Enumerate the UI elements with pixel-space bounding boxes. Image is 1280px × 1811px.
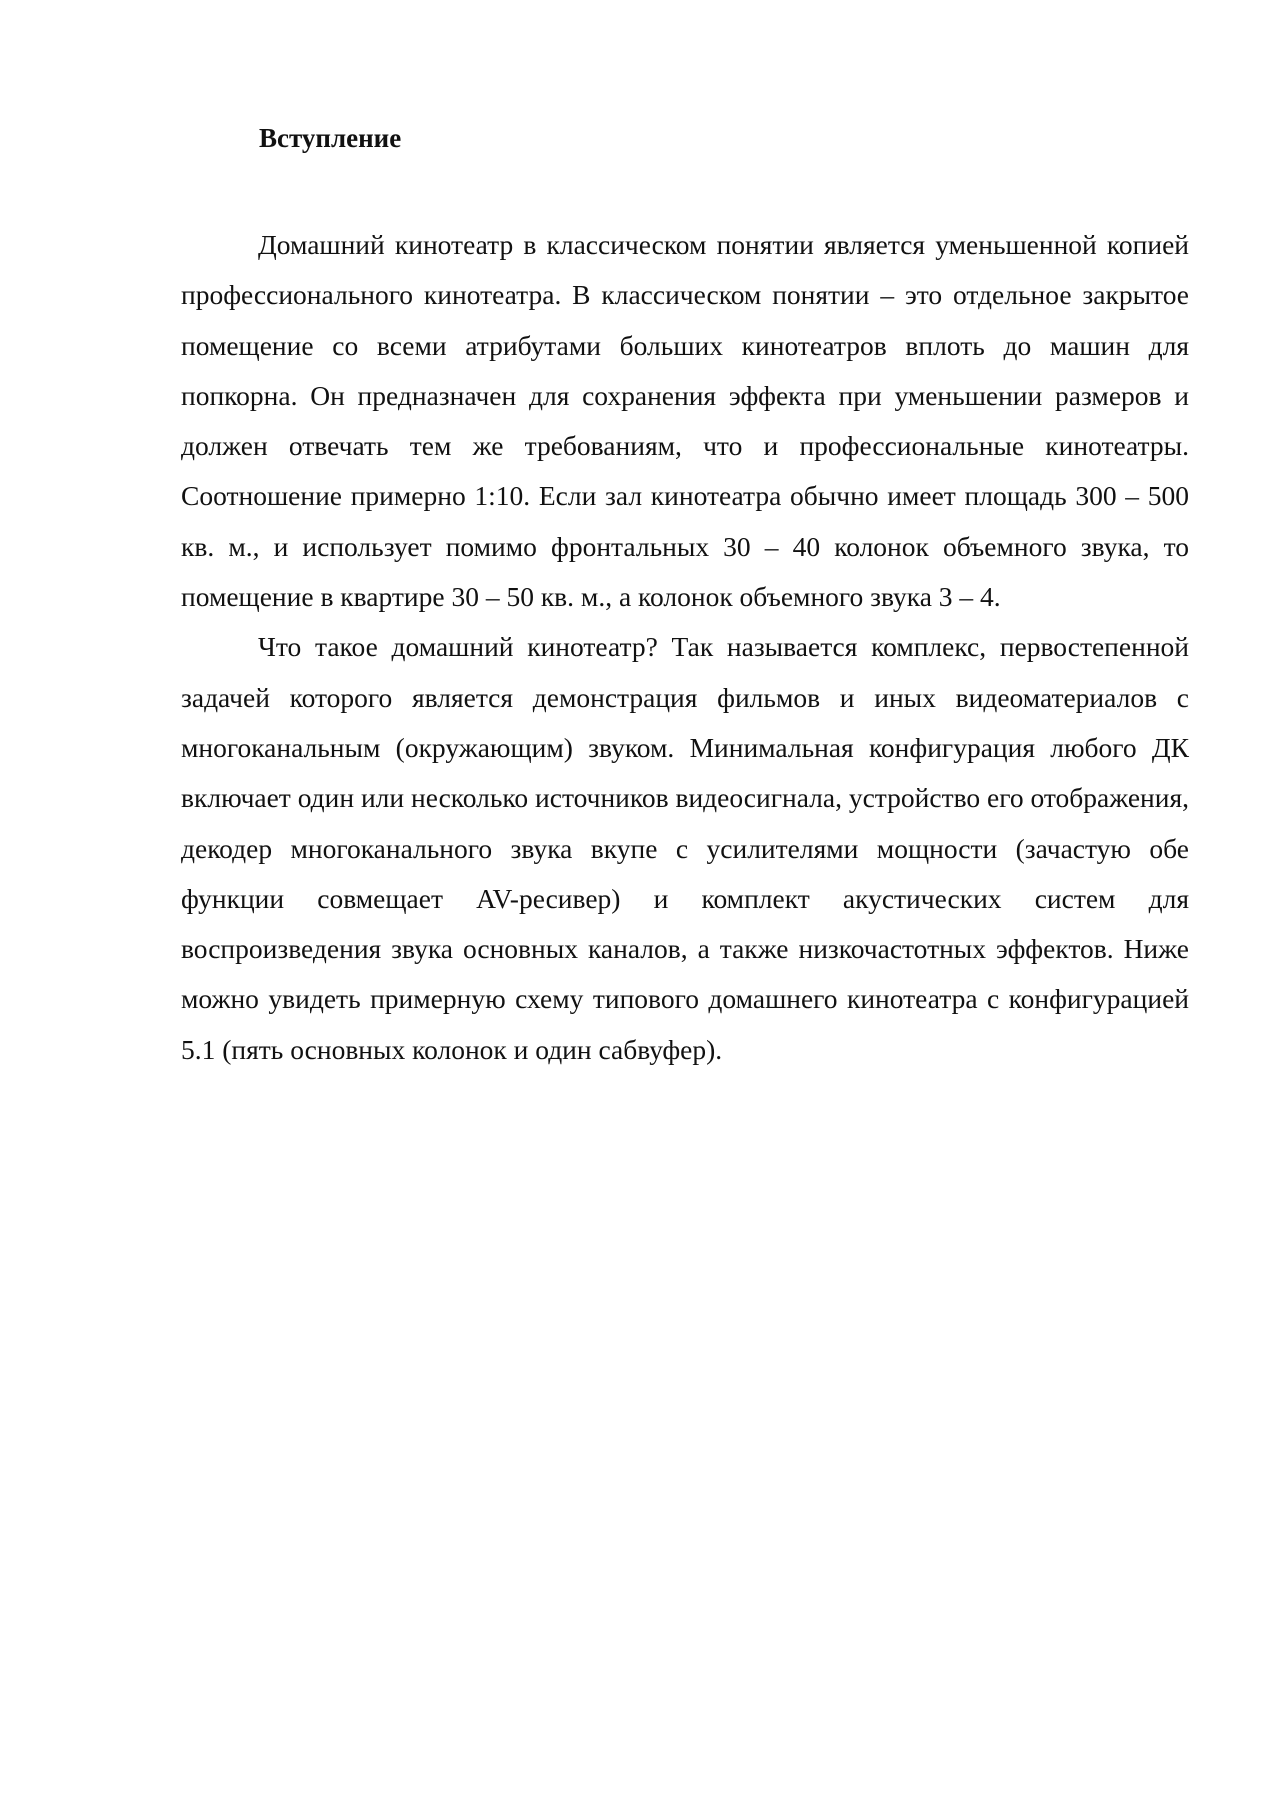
heading-spacer: [181, 158, 1189, 220]
section-heading: Вступление: [259, 123, 402, 153]
paragraph-introduction: Домашний кинотеатр в классическом понятии является уменьшенной копией профессионального кинотеатра. В классическом понятии – это отдельное закрытое помещение со всеми атрибутами больших кинотеатров вплоть до машин для попкорна. Он предназначен для сохранения эффекта при уменьшении размеров и должен отвечать тем же требованиям, что и профессиональные кинотеатры. Соотношение примерно 1:10. Если зал кинотеатра обычно имеет площадь 300 – 500 кв. м., и использует помимо фронтальных 30 – 40 колонок объемного звука, то помещение в квартире 30 – 50 кв. м., а колонок объемного звука 3 – 4.: [181, 229, 1189, 613]
paragraph-definition: Что такое домашний кинотеатр? Так называется комплекс, первостепенной задачей которого является демонстрация фильмов и иных видеоматериалов с многоканальным (окружающим) звуком. Минимальная конфигурация любого ДК включает один или несколько источников видеосигнала, устройство его отображения, декодер многоканального звука вкупе с усилителями мощности (зачастую обе функции совмещает AV-ресивер) и комплект акустических систем для воспроизведения звука основных каналов, а также низкочастотных эффектов. Ниже можно увидеть примерную схему типового домашнего кинотеатра с конфигурацией 5.1 (пять основных колонок и один сабвуфер).: [181, 631, 1189, 1065]
document-body: [181, 118, 1189, 1075]
